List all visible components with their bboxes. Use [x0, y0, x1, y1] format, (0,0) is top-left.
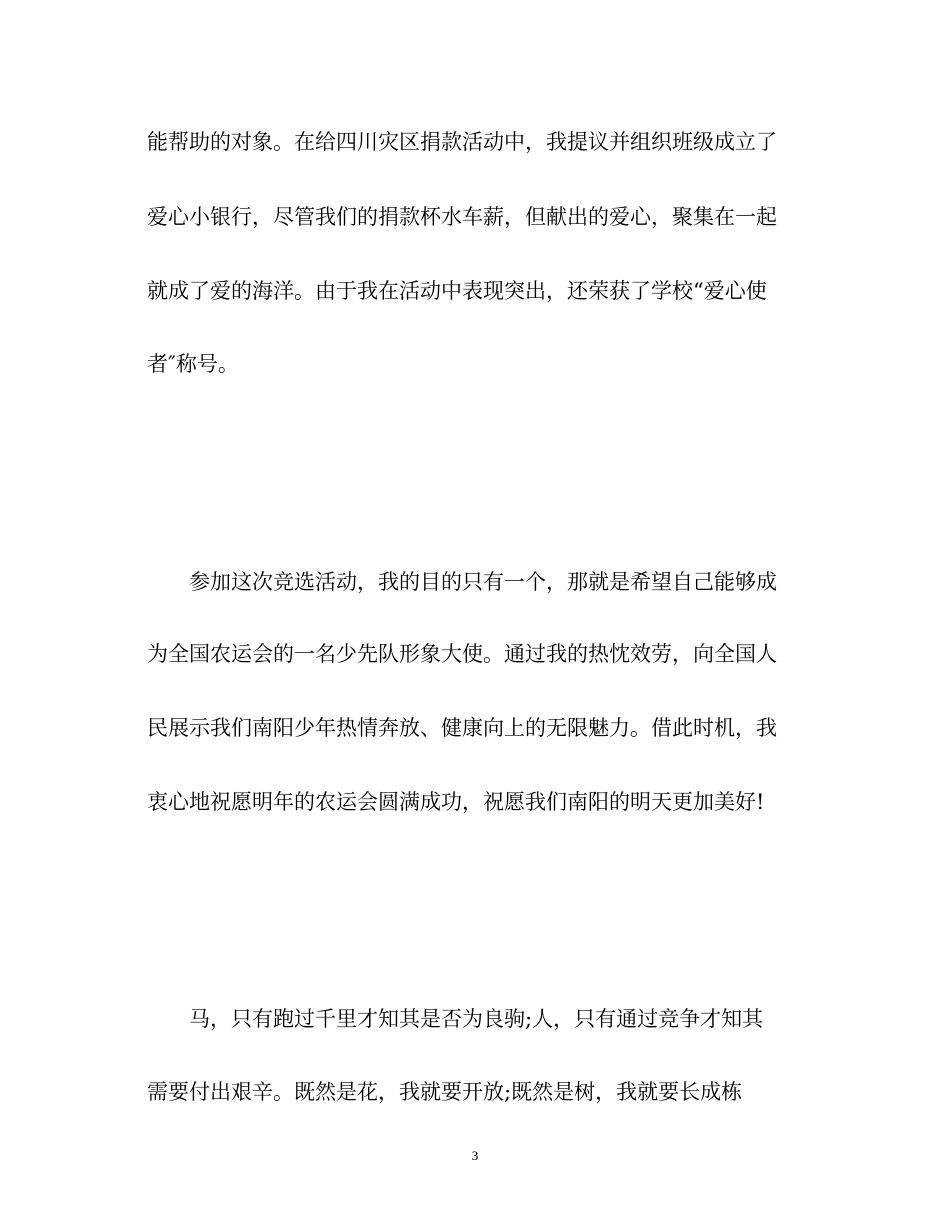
page-number: 3 — [471, 1148, 479, 1163]
paragraph-2-line-3: 民展示我们南阳少年热情奔放、健康向上的无限魅力。借此时机，我 — [147, 716, 777, 740]
paragraph-1-line-2: 爱心小银行，尽管我们的捐款杯水车薪，但献出的爱心，聚集在一起 — [147, 205, 777, 229]
paragraph-1-line-4: 者″称号。 — [147, 352, 239, 376]
paragraph-2-line-1: 参加这次竞选活动，我的目的只有一个，那就是希望自己能够成 — [189, 570, 777, 594]
paragraph-3-line-2: 需要付出艰辛。既然是花，我就要开放;既然是树，我就要长成栋 — [147, 1080, 743, 1104]
paragraph-3-line-1: 马，只有跑过千里才知其是否为良驹;人，只有通过竞争才知其 — [189, 1007, 764, 1031]
paragraph-1-line-1: 能帮助的对象。在给四川灾区捐款活动中，我提议并组织班级成立了 — [147, 130, 777, 154]
paragraph-2-line-4: 衷心地祝愿明年的农运会圆满成功，祝愿我们南阳的明天更加美好! — [147, 790, 765, 814]
paragraph-2-line-2: 为全国农运会的一名少先队形象大使。通过我的热忱效劳，向全国人 — [147, 642, 777, 666]
paragraph-1-line-3: 就成了爱的海洋。由于我在活动中表现突出，还荣获了学校“爱心使 — [147, 279, 767, 303]
